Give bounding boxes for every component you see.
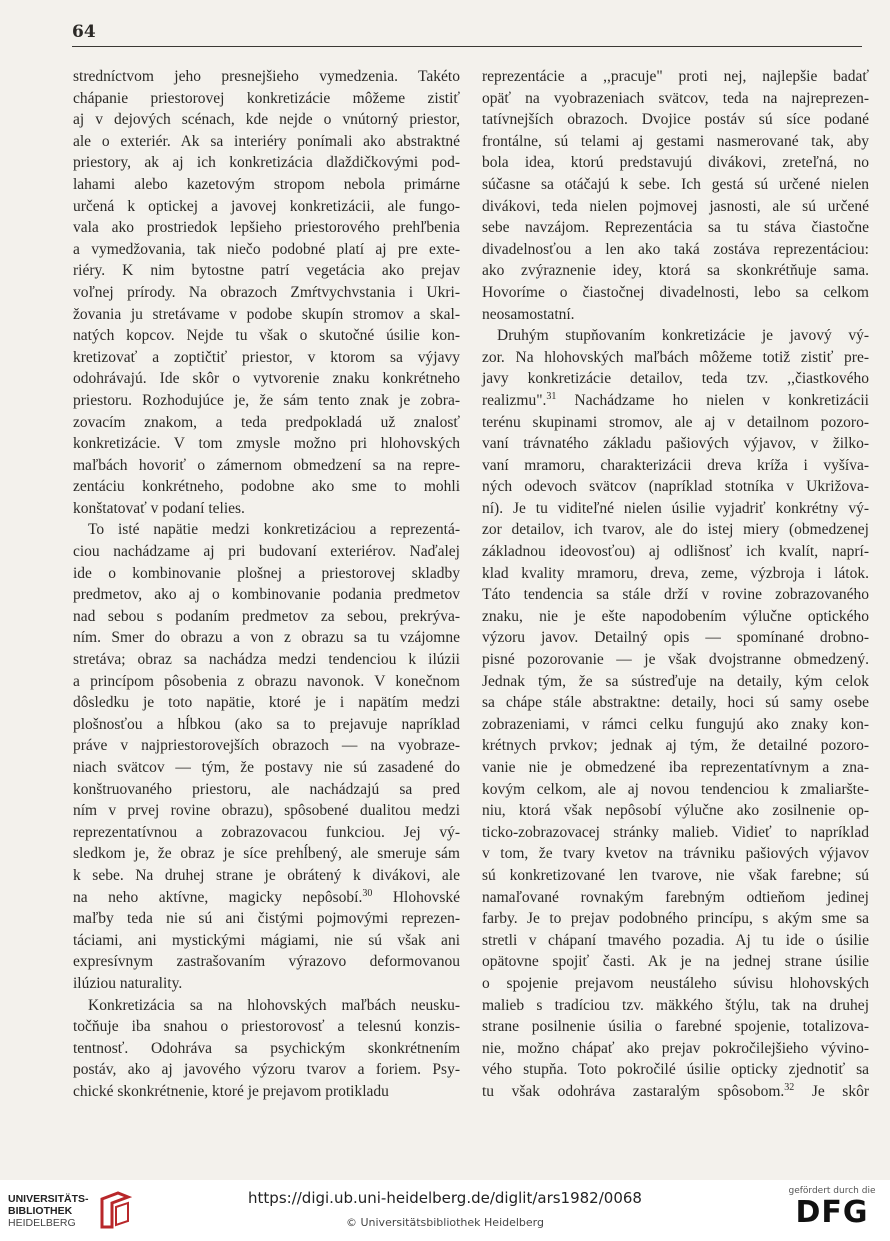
line-text: zobrazeniami, v rámci celku fungujú ako znaky kon- xyxy=(482,715,869,733)
text-line xyxy=(73,627,460,649)
copyright-notice: © Universitätsbibliothek Heidelberg xyxy=(345,1216,544,1229)
line-text: a princípom pôsobenia z obrazu navonok. V konečnom xyxy=(73,672,460,690)
line-text: malieb s tradíciou tzv. mäkkého štýlu, tak na druhej xyxy=(482,996,869,1014)
line-text: ných odevoch svätcov (napríklad stotníka v Ukrižova- xyxy=(482,478,869,496)
line-text: ilúziou naturality. xyxy=(73,974,183,992)
line-text: niach svätcov — tým, že postavy nie sú zasadené do xyxy=(73,759,460,776)
text-line xyxy=(73,908,460,930)
line-text: nie, možno chápať ako prejav pokročilejšieho vývino- xyxy=(482,1039,869,1057)
text-line xyxy=(482,735,869,757)
text-line xyxy=(73,995,460,1017)
text-line xyxy=(73,88,460,110)
line-text: vaní trávnatého základu pašiových výjavov, v žilko- xyxy=(482,435,869,453)
text-line xyxy=(482,260,869,282)
text-line xyxy=(73,109,460,131)
line-text: neosamostatní. xyxy=(482,305,575,323)
text-line xyxy=(482,390,869,412)
library-line-1: UNIVERSITÄTS- xyxy=(8,1193,89,1205)
text-line xyxy=(482,347,869,369)
line-text: ako zvýraznenie idey, ktorá sa skonkrétňuje sama. xyxy=(482,262,869,280)
text-line xyxy=(482,498,869,520)
line-text: opäť na vyobrazeniach svätcov, teda na najreprezen- xyxy=(482,89,869,107)
line-text: ide o kombinovanie plošnej a priestorovej skladby xyxy=(73,564,460,582)
line-text: v tom, že tvary kvetov na trávniku pašiových výjavov xyxy=(482,845,869,863)
text-line xyxy=(482,714,869,736)
line-text: vého stupňa. Toto pokročilé úsilie opticky zjednotiť sa xyxy=(482,1061,869,1079)
line-text: súčasne sa otáčajú k sebe. Ich gestá sú určené nielen xyxy=(482,175,869,193)
text-line xyxy=(482,995,869,1017)
text-line xyxy=(73,887,460,909)
line-text: reprezentatívnou a zobrazovacou funkciou. Jej vý- xyxy=(73,823,460,841)
text-line xyxy=(73,131,460,153)
right-column xyxy=(482,66,869,1124)
line-text: Jednak tým, že sa sústreďuje na detaily, kým celok xyxy=(482,672,869,690)
line-text: práve v najpriestorovejších obrazoch — na vyobraze- xyxy=(73,737,460,755)
line-text: ním. Smer do obrazu a von z obrazu sa tu vzájomne xyxy=(73,629,460,647)
dfg-mark: DFG xyxy=(795,1195,869,1230)
line-text: o spojenie prejavom neustáleho súvisu hlohovských xyxy=(482,974,869,992)
footnote-mark[interactable]: 30 xyxy=(362,887,373,899)
line-text: farby. Je to prejav podobného princípu, s akým sme sa xyxy=(482,910,869,928)
line-text: niu, ktorá však nepôsobí výlučne ako zosilnenie op- xyxy=(482,802,869,820)
line-text: zor detailov, ich tvarov, ale do istej miery (obmedzenej xyxy=(482,521,869,539)
text-line xyxy=(482,1103,869,1125)
line-text: frontálne, sú telami aj gestami nasmerované tak, aby xyxy=(482,132,869,150)
text-line xyxy=(482,973,869,995)
text-line xyxy=(482,865,869,887)
text-line xyxy=(73,563,460,585)
line-text: maľby teda nie sú ani čistými pojmovými reprezen- xyxy=(73,910,460,928)
line-text: vala ako prostriedok lepšieho priestorového prehľbenia xyxy=(73,219,460,237)
library-line-3: HEIDELBERG xyxy=(8,1217,76,1229)
text-line xyxy=(73,390,460,412)
text-line xyxy=(73,671,460,693)
line-text: tatívnejších obrazoch. Dvojice postáv sú síce podané xyxy=(482,111,869,129)
line-text: stretáva; obraz sa nachádza medzi tendenciou k ilúzii xyxy=(73,651,460,669)
text-line xyxy=(73,843,460,865)
text-line xyxy=(482,1059,869,1081)
text-line xyxy=(73,152,460,174)
line-text: natých kopcov. Nejde tu však o skutočné úsilie kon- xyxy=(73,327,460,345)
line-text: ciou nachádzame aj pri budovaní exteriérov. Naďalej xyxy=(73,543,460,561)
line-text: Konkretizácia sa na hlohovských maľbách neusku- xyxy=(88,996,460,1014)
line-text: znaku, nie je ešte napodobením výlučne optického xyxy=(482,607,869,625)
line-text: To isté napätie medzi konkretizáciou a reprezentá- xyxy=(88,521,460,539)
line-text: k sebe. Na druhej strane je obrátený k divákovi, ale xyxy=(73,866,460,884)
line-text: zor. Na hlohovských maľbách môžeme totiž zistiť pre- xyxy=(482,348,869,366)
footer-bar xyxy=(0,1180,890,1241)
text-line xyxy=(482,800,869,822)
line-text: kovým celkom, ale aj novou tendenciou k zmaliaršte- xyxy=(482,780,869,798)
text-line xyxy=(482,368,869,390)
line-text: javy konkretizácie detailov, teda tzv. ,,čiastkového xyxy=(482,370,869,388)
text-line xyxy=(482,1081,869,1103)
text-line xyxy=(482,584,869,606)
line-text: chické skonkrétnenie, ktoré je prejavom protikladu xyxy=(73,1082,389,1100)
line-text: voľnej prírody. Na obrazoch Zmŕtvychvstania i Ukri- xyxy=(73,283,460,301)
library-line-2: BIBLIOTHEK xyxy=(8,1205,73,1217)
text-line xyxy=(73,282,460,304)
text-line xyxy=(482,152,869,174)
header-rule xyxy=(72,46,862,47)
line-text: zovacím znakom, a teda predpokladá už znalosť xyxy=(73,413,460,431)
text-line xyxy=(482,930,869,952)
line-text: sebe navzájom. Reprezentácia sa tu stáva čiastočne xyxy=(482,219,869,237)
text-line xyxy=(482,779,869,801)
text-line xyxy=(73,541,460,563)
text-line xyxy=(482,476,869,498)
text-line xyxy=(482,908,869,930)
text-line xyxy=(482,649,869,671)
text-line xyxy=(73,865,460,887)
text-line xyxy=(73,196,460,218)
line-text: vanie nie je obmedzené iba reprezentatívnym a zna- xyxy=(482,759,869,776)
text-line xyxy=(482,563,869,585)
text-line xyxy=(73,779,460,801)
line-text: zentáciu konkrétneho, podobne ako sme to mohli xyxy=(73,478,460,496)
text-line xyxy=(73,368,460,390)
text-line xyxy=(482,196,869,218)
text-line xyxy=(482,951,869,973)
line-text: Je skôr xyxy=(794,1082,869,1100)
text-line xyxy=(73,412,460,434)
text-line xyxy=(482,217,869,239)
line-text: plošnosťou a hĺbkou (ako sa to prejavuje napríklad xyxy=(73,715,460,733)
line-text: a vymedžovania, tak niečo podobné platí aj pre exte- xyxy=(73,240,460,258)
text-line xyxy=(482,88,869,110)
text-line xyxy=(73,304,460,326)
line-text: divákovi, teda nielen pojmovej jasnosti, ale sú určené xyxy=(482,197,869,215)
text-line xyxy=(73,347,460,369)
line-text: určená k optickej a javovej konkretizácii, ale fungo- xyxy=(73,197,460,215)
line-text: ní). Je tu viditeľné nielen úsilie vyjadriť konkrétny vý- xyxy=(482,499,869,517)
line-text: namaľované rovnakým farebným odtieňom jedinej xyxy=(482,888,869,906)
text-line xyxy=(73,822,460,844)
text-line xyxy=(482,627,869,649)
dfg-caption: gefördert durch die xyxy=(788,1186,876,1196)
line-text: terénu skupinami stromov, ale aj v detailnom pozoro- xyxy=(482,413,869,431)
line-text: základnou ideovosťou) aj odlišnosť ich kvalít, naprí- xyxy=(482,543,869,561)
text-line xyxy=(482,325,869,347)
text-line xyxy=(73,973,460,995)
text-line xyxy=(73,519,460,541)
line-text: odohrávajú. Ide skôr o vytvorenie znaku konkrétneho xyxy=(73,370,460,388)
text-line xyxy=(482,433,869,455)
line-text: chápanie priestorovej konkretizácie môžeme zistiť xyxy=(73,89,460,107)
text-line xyxy=(482,239,869,261)
text-line xyxy=(73,606,460,628)
line-text: bola idea, ktorú predstavujú divákovi, zreteľná, no xyxy=(482,154,869,172)
text-line xyxy=(73,498,460,520)
text-line xyxy=(482,887,869,909)
source-url-link[interactable]: https://digi.ub.uni-heidelberg.de/diglit/ars1982/0068 xyxy=(248,1189,642,1207)
text-line xyxy=(73,584,460,606)
line-text: konkretizácie. V tom zmysle možno pri hlohovských xyxy=(73,435,460,453)
line-text: Nachádzame ho nielen v konkretizácii xyxy=(556,391,869,409)
line-text: vaní mramoru, charakterizácii dreva kríža i vyšíva- xyxy=(482,456,869,474)
text-line xyxy=(482,822,869,844)
text-line xyxy=(482,66,869,88)
text-line xyxy=(482,541,869,563)
footnote-mark[interactable]: 31 xyxy=(546,390,557,402)
text-line xyxy=(73,174,460,196)
line-text: aj v dejových scénach, kde nejde o vnútorný priestor, xyxy=(73,111,460,129)
line-text: expresívnym zastrašovaním výrazovo deformovanou xyxy=(73,953,460,971)
text-line xyxy=(73,757,460,779)
line-text: riéry. K nim bytostne patrí vegetácia ako prejav xyxy=(73,262,460,280)
line-text: Hlohovské xyxy=(372,888,460,906)
line-text: nad sebou s podaním predmetov za sebou, prekrýva- xyxy=(73,607,460,625)
line-text: tu však odohráva zastaralým spôsobom. xyxy=(482,1082,785,1100)
line-text: predmetov, ako aj o kombinovanie podania predmetov xyxy=(73,586,460,604)
line-text: pisné pozorovanie — je však dvojstranne obmedzený. xyxy=(482,651,869,669)
text-line xyxy=(73,217,460,239)
text-line xyxy=(73,239,460,261)
text-line xyxy=(73,455,460,477)
line-text: priestory, ak aj ich konkretizácia dlaždičkovými pod- xyxy=(73,154,460,172)
line-text: maľbách hovoriť o zámernom obmedzení sa na repre- xyxy=(73,456,460,474)
left-column xyxy=(73,66,460,1103)
text-line xyxy=(482,671,869,693)
line-text: táciami, ani mystickými mágiami, nie sú však ani xyxy=(73,931,460,949)
text-line xyxy=(482,1016,869,1038)
footnote-mark[interactable]: 32 xyxy=(784,1081,795,1093)
line-text: opätovne spojiť časti. Ak je na jednej strane úsilie xyxy=(482,953,869,971)
text-line xyxy=(482,131,869,153)
text-line xyxy=(73,692,460,714)
text-line xyxy=(73,1038,460,1060)
line-text: priestoru. Rozhodujúce je, že sám tento znak je zobra- xyxy=(73,391,460,409)
text-line xyxy=(73,260,460,282)
line-text: na neho aktívne, magicky nepôsobí. xyxy=(73,888,363,906)
line-text: sa chápe stále abstraktne: detaily, hoci sú samy osebe xyxy=(482,694,869,712)
line-text: lahami alebo kazetovým stropom nebola primárne xyxy=(73,175,460,193)
line-text: výzoru javov. Detailný opis — spomínané drobno- xyxy=(482,629,869,647)
line-text: divadelnosťou a len ako taká zostáva reprezentáciou: xyxy=(482,240,869,258)
text-line xyxy=(482,1038,869,1060)
text-line xyxy=(73,1059,460,1081)
page-number: 64 xyxy=(72,22,96,42)
line-text: konštruovaného priestoru, ale nachádzajú sa pred xyxy=(73,780,460,798)
text-line xyxy=(73,433,460,455)
text-line xyxy=(482,174,869,196)
line-text: stredníctvom jeho presnejšieho vymedzenia. Takéto xyxy=(73,68,460,85)
line-text: ale o exteriér. Ak sa interiéry ponímali ako abstraktné xyxy=(73,132,460,150)
text-line xyxy=(73,714,460,736)
line-text: točňuje iba snahou o priestorovosť a telesnú konzis- xyxy=(73,1018,460,1036)
text-line xyxy=(482,757,869,779)
line-text: strane posilnenie úsilia o farebné spojenie, totalizova- xyxy=(482,1018,869,1036)
line-text: krétnych prvkov; jednak aj tým, že detailné pozoro- xyxy=(482,737,869,755)
text-line xyxy=(482,843,869,865)
text-line xyxy=(482,606,869,628)
dfg-logo[interactable] xyxy=(786,1186,878,1236)
line-text: postáv, ako aj javového výzoru tvarov a foriem. Psy- xyxy=(73,1061,460,1079)
line-text: sú konkretizované len tvarove, nie však farebne; sú xyxy=(482,866,869,884)
line-text: Táto tendencia sa stále drží v rovine zobrazovaného xyxy=(482,586,869,604)
text-line xyxy=(73,800,460,822)
text-line xyxy=(73,951,460,973)
text-line xyxy=(482,692,869,714)
text-line xyxy=(482,519,869,541)
line-text: realizmu". xyxy=(482,391,547,409)
line-text: ticko-zobrazovacej stránky malieb. Vidieť to napríklad xyxy=(482,823,869,841)
text-line xyxy=(73,325,460,347)
text-line xyxy=(73,1016,460,1038)
text-line xyxy=(482,304,869,326)
line-text: konštatovať v podaní telies. xyxy=(73,499,245,517)
text-line xyxy=(73,649,460,671)
line-text: dôsledku je toto napätie, ktoré je i napätím medzi xyxy=(73,694,460,712)
line-text: klad kvality mramoru, dreva, zeme, výzbroja i látok. xyxy=(482,564,869,582)
text-line xyxy=(73,66,460,88)
line-text: tentnosť. Odohráva sa psychickým skonkrétnením xyxy=(73,1039,460,1057)
text-line xyxy=(482,455,869,477)
line-text: stretli v chápaní tmavého pozadia. Aj tu ide o úsilie xyxy=(482,931,869,949)
line-text: ním v prvej rovine obrazu), spôsobené dualitou medzi xyxy=(73,802,460,820)
line-text: Hovoríme o čiastočnej divadelnosti, lebo sa celkom xyxy=(482,283,869,301)
text-line xyxy=(73,930,460,952)
line-text: sledkom je, že obraz je síce prehĺbený, ale smeruje sám xyxy=(73,845,460,863)
text-line xyxy=(482,109,869,131)
text-line xyxy=(73,735,460,757)
text-line xyxy=(482,282,869,304)
text-line xyxy=(73,476,460,498)
text-line xyxy=(73,1081,460,1103)
line-text: kretizovať a zoptičtiť priestor, v ktorom sa výjavy xyxy=(73,348,460,366)
text-line xyxy=(482,412,869,434)
line-text: reprezentácie a ,,pracuje" proti nej, najlepšie badať xyxy=(482,68,869,85)
line-text: Druhým stupňovaním konkretizácie je javový vý- xyxy=(497,327,869,345)
line-text: žovania ju stretávame v podobe skupín stromov a skal- xyxy=(73,305,460,323)
